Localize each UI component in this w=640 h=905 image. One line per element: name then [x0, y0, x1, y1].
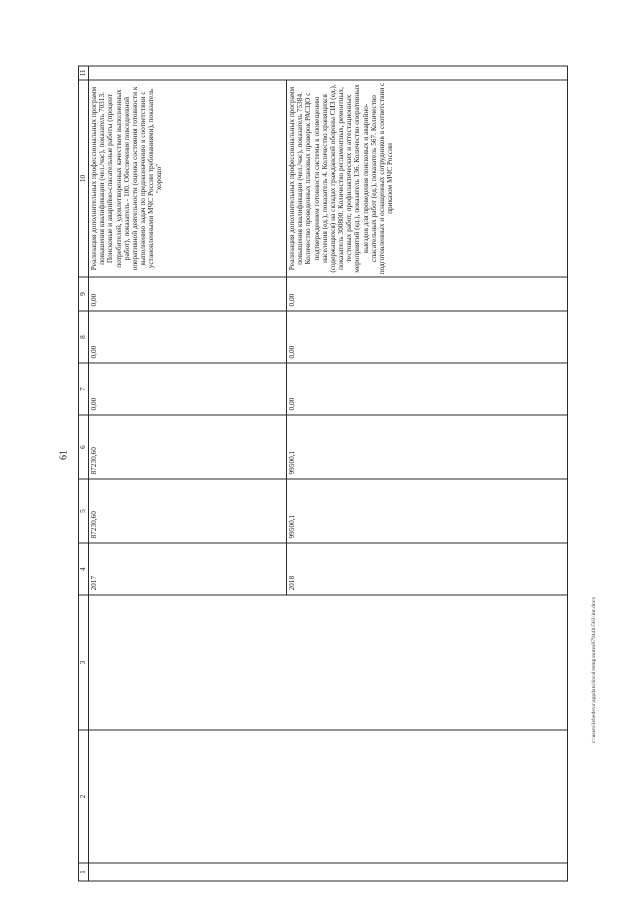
- amount-col8-cell: 0,00: [286, 311, 567, 363]
- amount-total-cell: 99500,1: [286, 479, 567, 543]
- page-number: 61: [58, 450, 70, 460]
- table-row: [88, 66, 286, 881]
- year-cell: 2018: [286, 543, 567, 595]
- header-cell-7: 7: [78, 363, 88, 415]
- cell-col2: [88, 730, 567, 863]
- header-cell-9: 9: [78, 277, 88, 311]
- header-cell-5: 5: [78, 479, 88, 543]
- header-cell-3: 3: [78, 595, 88, 730]
- header-cell-6: 6: [78, 415, 88, 479]
- header-row: [78, 66, 88, 881]
- amount-col7-cell: 0,00: [88, 363, 286, 415]
- file-path-footer: c:\users\lebedeva\appdata\local\temp\notes87944b\503-inr.docx: [591, 596, 597, 744]
- rotated-table-wrapper: [78, 66, 578, 881]
- year-cell: 2017: [88, 543, 286, 595]
- indicator-text-cell: Реализация дополнительных профессиональных программ повышения квалификации (чел./час), показатель 70313. Поисковые и аварийно-спасательные работы (процент потребителей, удовлетворенных качеством выполненных работ), показатель - 100. Обеспечение повседневной оперативной деятельности (оценка состояния готовности к выполнению задач по предназначению в соответствии с установленными МЧС России требованиями), показатель "хорошо": [88, 80, 286, 277]
- header-cell-10: 10: [78, 80, 88, 277]
- indicator-text-cell: Реализация дополнительных профессиональных программ повышения квалификации (чел./час), показатель 75384. Количество проведенных плановых проверок РАСЦО с подтверждением готовности системы к оповещению населения (ед.), показатель 4. Количество хранящихся (содержащихся) на складах гражданской обороны СИЗ (ед.), показатель 300800. Количество регламентных, ремонтных, тестовых работ, профилактических и аттестационных мероприятий (ед.), показатель 136. Количество оперативных выездов для проведения поисковых и аварийно-спасательных работ (ед.), показатель 567. Количество подготовленных и оснащенных сотрудников в соответствии с приказом МЧС России: [286, 80, 567, 277]
- amount-federal-cell: 87230,60: [88, 415, 286, 479]
- amount-federal-cell: 99500,1: [286, 415, 567, 479]
- header-cell-2: 2: [78, 730, 88, 863]
- cell-col3: [88, 595, 567, 730]
- header-cell-1: 1: [78, 863, 88, 881]
- program-table: [78, 65, 568, 881]
- cell-col1: [88, 863, 567, 881]
- amount-total-cell: 87230,60: [88, 479, 286, 543]
- amount-col9-cell: 0,00: [286, 277, 567, 311]
- header-cell-11: 11: [78, 66, 88, 80]
- amount-col9-cell: 0,00: [88, 277, 286, 311]
- amount-col8-cell: 0,00: [88, 311, 286, 363]
- header-cell-4: 4: [78, 543, 88, 595]
- header-cell-8: 8: [78, 311, 88, 363]
- cell-col11: [88, 66, 567, 80]
- amount-col7-cell: 0,00: [286, 363, 567, 415]
